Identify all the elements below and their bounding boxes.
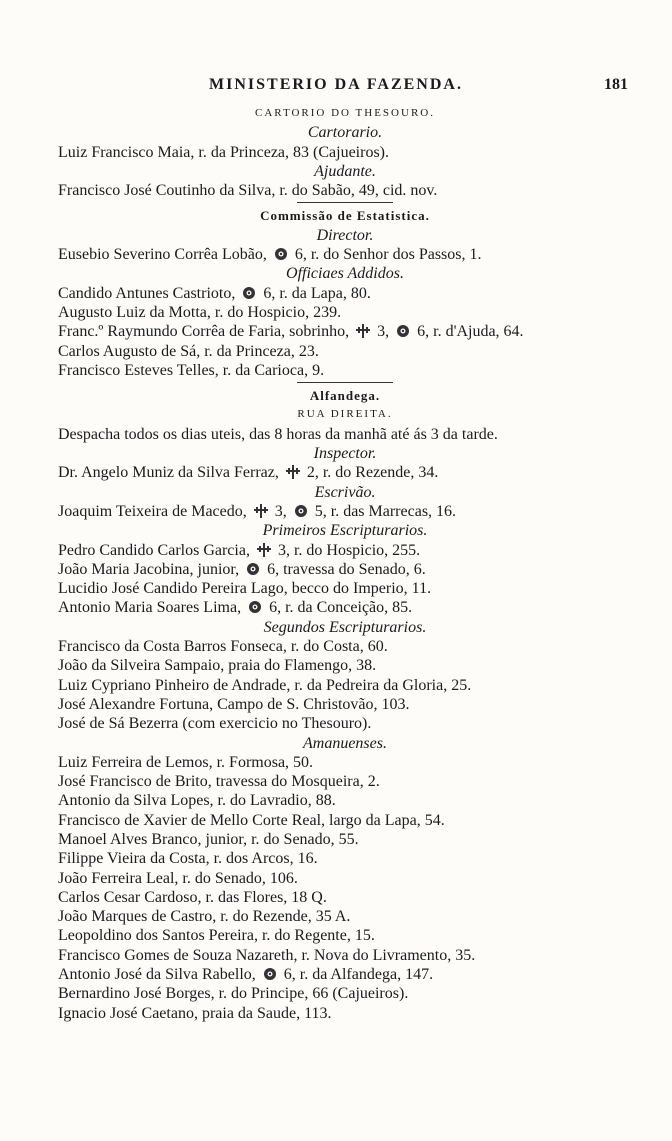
role-heading: Officiaes Addidos. bbox=[286, 265, 404, 283]
list-item: Augusto Luiz da Motta, r. do Hospicio, 239. bbox=[58, 303, 342, 321]
order-cross-icon bbox=[355, 324, 371, 338]
entry-text: Antonio José da Silva Rabello, bbox=[58, 966, 256, 984]
list-item bbox=[58, 463, 632, 482]
running-title: MINISTERIO DA FAZENDA. bbox=[209, 76, 463, 93]
order-rose-icon bbox=[262, 967, 278, 981]
list-item: Francisco Gomes de Souza Nazareth, r. Nova do Livramento, 35. bbox=[58, 946, 476, 964]
order-rose-icon bbox=[241, 286, 257, 300]
list-item bbox=[58, 322, 632, 341]
role-heading: Escrivão. bbox=[314, 483, 376, 501]
entry-text: Dr. Angelo Muniz da Silva Ferraz, bbox=[58, 464, 279, 482]
entry-text: Antonio Maria Soares Lima, bbox=[58, 599, 242, 617]
entry-text: 6, travessa do Senado, 6. bbox=[267, 560, 426, 578]
page-body bbox=[58, 104, 632, 1023]
list-item: Leopoldino dos Santos Pereira, r. do Regente, 15. bbox=[58, 927, 375, 945]
list-item: Luiz Cypriano Pinheiro de Andrade, r. da Pedreira da Gloria, 25. bbox=[58, 676, 472, 694]
role-heading: Amanuenses. bbox=[303, 734, 387, 752]
list-item bbox=[58, 541, 632, 560]
section-heading-alfandega: Alfandega. bbox=[309, 388, 381, 404]
list-item: Bernardino José Borges, r. do Principe, 66 (Cajueiros). bbox=[58, 985, 409, 1003]
office-hours: Despacha todos os dias uteis, das 8 horas da manhã até ás 3 da tarde. bbox=[58, 425, 498, 443]
role-heading: Primeiros Escripturarios. bbox=[262, 522, 428, 540]
divider bbox=[58, 200, 632, 206]
list-item: Antonio da Silva Lopes, r. do Lavradio, 88. bbox=[58, 792, 336, 810]
list-item: João Marques de Castro, r. do Rezende, 35 A. bbox=[58, 908, 351, 926]
order-rose-icon bbox=[247, 600, 263, 614]
list-item: Francisco Esteves Telles, r. da Carioca, 9. bbox=[58, 361, 325, 379]
list-item: Carlos Augusto de Sá, r. da Princeza, 23. bbox=[58, 342, 319, 360]
list-item: Carlos Cesar Cardoso, r. das Flores, 18 Q. bbox=[58, 888, 327, 906]
list-item: Manoel Alves Branco, junior, r. do Senado, 55. bbox=[58, 830, 359, 848]
entry-text: 6, r. da Alfandega, 147. bbox=[283, 966, 434, 984]
list-item: Luiz Francisco Maia, r. da Princeza, 83 (Cajueiros). bbox=[58, 143, 389, 161]
list-item: José de Sá Bezerra (com exercicio no Thesouro). bbox=[58, 715, 372, 733]
page-header bbox=[0, 76, 672, 100]
list-item: José Alexandre Fortuna, Campo de S. Christovão, 103. bbox=[58, 695, 410, 713]
order-cross-icon bbox=[256, 543, 272, 557]
entry-text: Joaquim Teixeira de Macedo, bbox=[58, 502, 247, 520]
list-item: Luiz Ferreira de Lemos, r. Formosa, 50. bbox=[58, 753, 314, 771]
list-item: Francisco de Xavier de Mello Corte Real, largo da Lapa, 54. bbox=[58, 811, 445, 829]
order-rose-icon bbox=[395, 324, 411, 338]
entry-text: 6, r. d'Ajuda, 64. bbox=[417, 323, 524, 341]
list-item: João da Silveira Sampaio, praia do Flamengo, 38. bbox=[58, 657, 377, 675]
street-heading: RUA DIREITA. bbox=[297, 408, 393, 421]
list-item bbox=[58, 284, 632, 303]
order-rose-icon bbox=[245, 562, 261, 576]
list-item: Filippe Vieira da Costa, r. dos Arcos, 16. bbox=[58, 850, 318, 868]
role-heading: Director. bbox=[316, 226, 374, 244]
entry-text: 2, r. do Rezende, 34. bbox=[306, 464, 439, 482]
order-cross-icon bbox=[253, 504, 269, 518]
list-item bbox=[58, 598, 632, 617]
entry-text: João Maria Jacobina, junior, bbox=[58, 560, 240, 578]
entry-text: 6, r. da Lapa, 80. bbox=[263, 284, 371, 302]
section-heading-cartorio: CARTORIO DO THESOURO. bbox=[255, 107, 435, 119]
list-item bbox=[58, 502, 632, 521]
role-heading: Cartorario. bbox=[307, 124, 383, 142]
entry-text: 3, bbox=[274, 502, 287, 520]
list-item: Ignacio José Caetano, praia da Saude, 113. bbox=[58, 1004, 332, 1022]
list-item: José Francisco de Brito, travessa do Mosqueira, 2. bbox=[58, 773, 380, 791]
divider bbox=[58, 380, 632, 386]
entry-text: Pedro Candido Carlos Garcia, bbox=[58, 541, 250, 559]
entry-text: 5, r. das Marrecas, 16. bbox=[314, 502, 457, 520]
order-cross-icon bbox=[285, 465, 301, 479]
list-item: Francisco da Costa Barros Fonseca, r. do Costa, 60. bbox=[58, 638, 388, 656]
section-heading-estatistica: Commissão de Estatistica. bbox=[260, 208, 430, 224]
entry-text: 6, r. da Conceição, 85. bbox=[269, 599, 413, 617]
entry-text: 6, r. do Senhor dos Passos, 1. bbox=[294, 246, 482, 264]
list-item bbox=[58, 560, 632, 579]
role-heading: Inspector. bbox=[313, 445, 377, 463]
list-item bbox=[58, 965, 632, 984]
list-item: Francisco José Coutinho da Silva, r. do Sabão, 49, cid. nov. bbox=[58, 182, 438, 200]
order-rose-icon bbox=[293, 504, 309, 518]
entry-text: 3, r. do Hospicio, 255. bbox=[277, 541, 421, 559]
role-heading: Segundos Escripturarios. bbox=[263, 618, 427, 636]
list-item: João Ferreira Leal, r. do Senado, 106. bbox=[58, 869, 298, 887]
list-item bbox=[58, 245, 632, 264]
role-heading: Ajudante. bbox=[314, 162, 376, 180]
entry-text: Eusebio Severino Corrêa Lobão, bbox=[58, 246, 267, 264]
page-number: 181 bbox=[604, 76, 628, 93]
entry-text: 3, bbox=[377, 323, 390, 341]
entry-text: Franc.º Raymundo Corrêa de Faria, sobrinho, bbox=[58, 323, 350, 341]
entry-text: Candido Antunes Castrioto, bbox=[58, 284, 236, 302]
order-rose-icon bbox=[273, 247, 289, 261]
list-item: Lucidio José Candido Pereira Lago, becco do Imperio, 11. bbox=[58, 580, 432, 598]
